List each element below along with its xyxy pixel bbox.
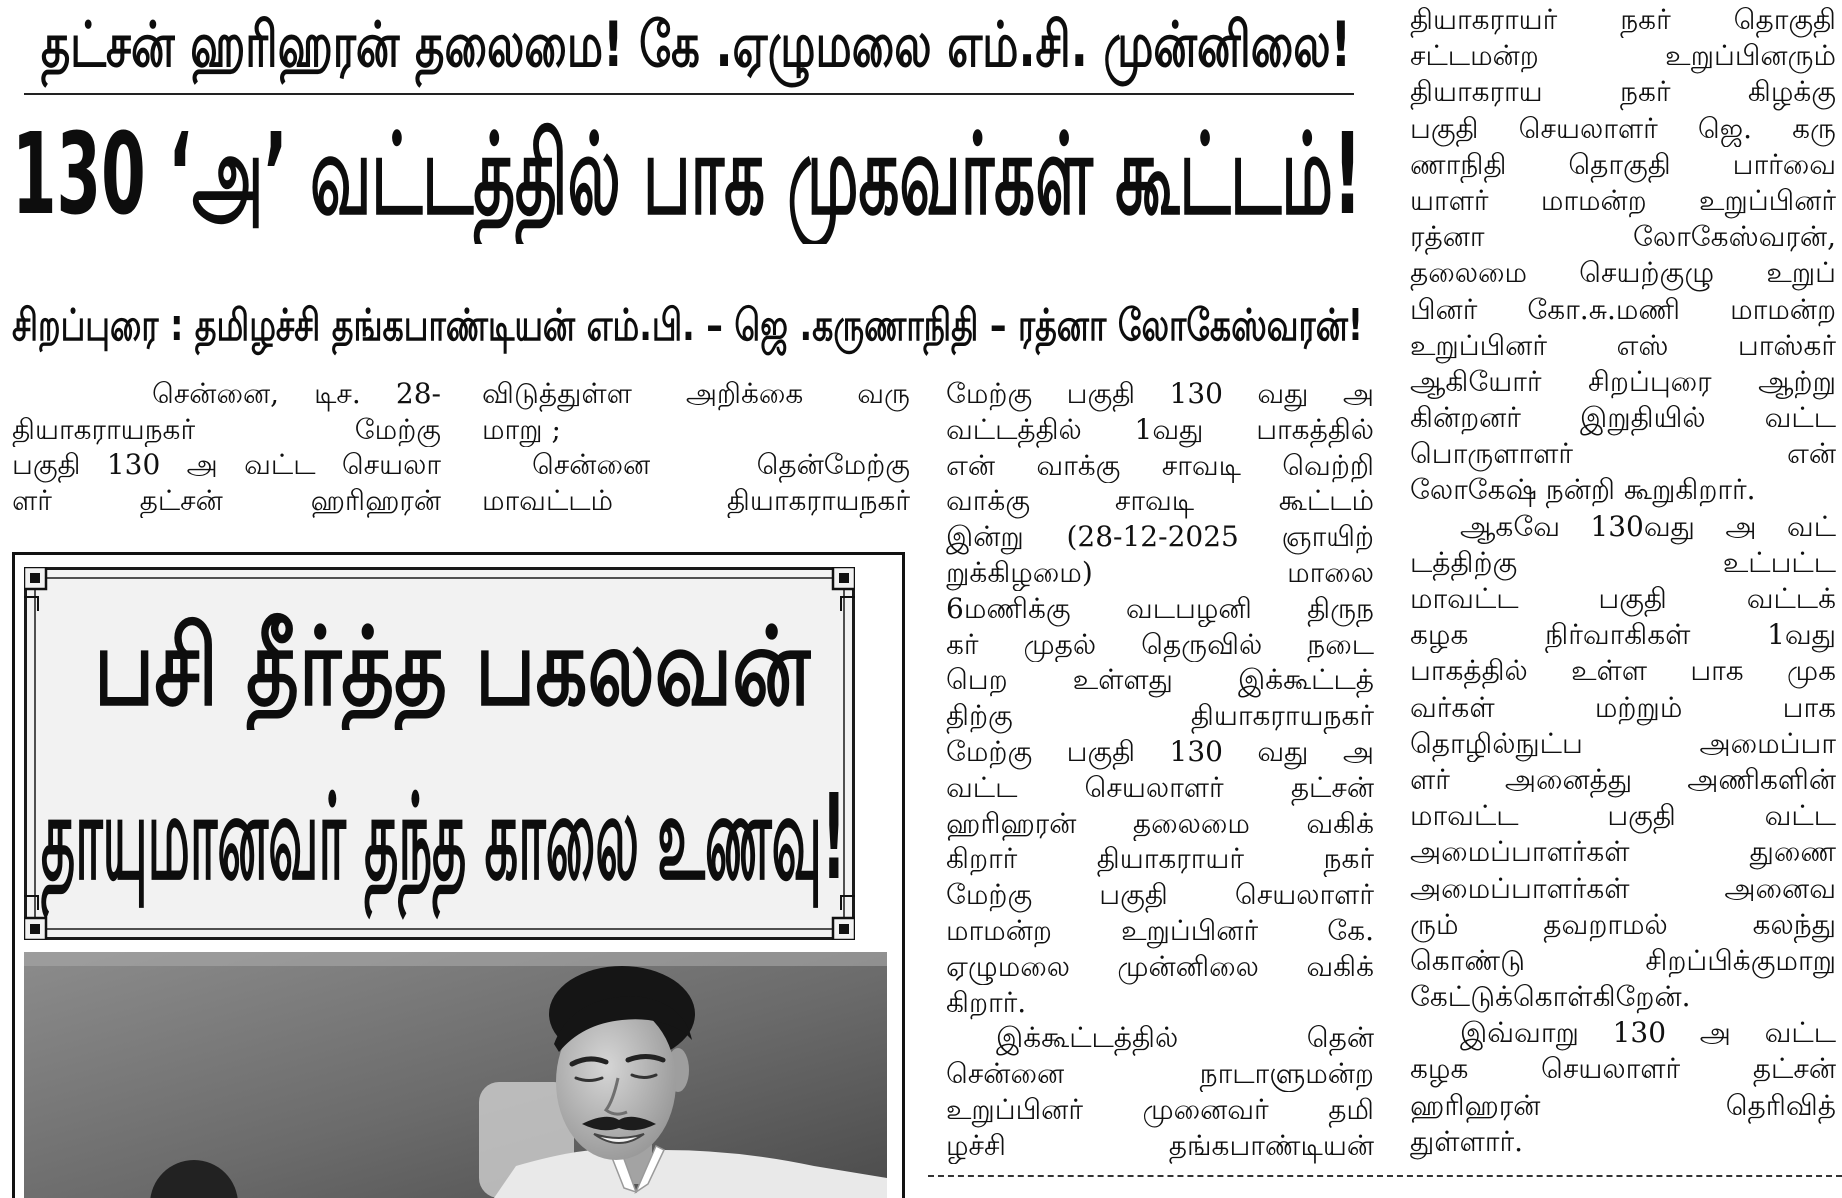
frame-corner-ornament [833,918,855,940]
subheadline-text: சிறப்புரை : தமிழச்சி தங்கபாண்டியன் எம்.பி. – ஜெ .கருணாநிதி – ரத்னா லோகேஸ்வரன்! [12,300,1363,351]
main-headline-text: 130 ‘அ’ வட்டத்தில் பாக முகவர்கள் கூட்டம்! [12,110,1362,240]
article-line: ளர் தட்சன் ஹரிஹரன் [12,483,441,517]
article-line: தலைமை செயற்குழு உறுப் [1410,256,1836,290]
article-line: தியாகராய நகர் கிழக்கு [1410,75,1836,109]
article-line: திற்கு தியாகராயநகர் [946,699,1374,733]
article-line: சென்னை நாடாளுமன்ற [946,1057,1374,1091]
article-line: யாளர் மாமன்ற உறுப்பினர் [1410,183,1836,217]
article-line: இவ்வாறு 130 அ வட்ட [1460,1016,1836,1050]
article-column-3 [946,376,1374,1164]
article-line: துள்ளார். [1410,1124,1523,1158]
feature-title-line-2-text: தாயுமானவர் தந்த காலை உணவு! [41,768,846,906]
feature-title-line-1 [94,605,811,730]
article-line: மேற்கு பகுதி 130 வது அ [946,377,1374,410]
article-line: மாமன்ற உறுப்பினர் கே. [946,913,1374,947]
article-line: அமைப்பாளர்கள் துணை [1410,835,1836,869]
feature-photo [24,952,887,1198]
article-line: ஆகவே 130வது அ வட் [1460,509,1836,543]
article-line: விடுத்துள்ள அறிக்கை வரு [482,377,910,410]
article-line: கேட்டுக்கொள்கிறேன். [1410,980,1691,1014]
dateline: சென்னை, டிச. 28- [152,377,441,410]
article-line: கொண்டு சிறப்பிக்குமாறு [1410,943,1836,977]
article-line: ஏழுமலை முன்னிலை வகிக் [946,949,1374,983]
article-line: கிறார் தியாகராயர் நகர் [946,842,1374,876]
article-line: அமைப்பாளர்கள் அனைவ [1410,871,1836,905]
article-line: உறுப்பினர் எஸ் பாஸ்கர் [1410,328,1836,362]
article-line: பகுதி செயலாளர் ஜெ. கரு [1410,111,1836,145]
article-line: ளர் அனைத்து அணிகளின் [1410,762,1836,796]
article-line: தொழில்நுட்ப அமைப்பா [1410,726,1836,760]
kicker-headline [41,2,1351,88]
article-line: மேற்கு பகுதி செயலாளர் [946,878,1374,912]
article-line: மாறு ; [482,412,561,446]
article-line: பாகத்தில் உள்ள பாக முக [1410,654,1836,688]
article-line: என் வாக்கு சாவடி வெற்றி [946,448,1374,482]
article-line: டத்திற்கு உட்பட்ட [1410,545,1836,579]
feature-title-line-1-text: பசி தீர்த்த பகலவன் [94,605,811,730]
frame-corner-ornament [833,567,855,589]
article-line: மாவட்ட பகுதி வட்டக் [1410,582,1836,615]
article-line: மேற்கு பகுதி 130 வது அ [946,734,1374,768]
article-line: கிறார். [946,985,1027,1019]
frame-corner-ornament [24,567,46,589]
article-line: வாக்கு சாவடி கூட்டம் [946,484,1374,518]
article-line: ஹரிஹரன் தெரிவித் [1410,1088,1836,1122]
article-line: தியாகராயர் நகர் தொகுதி [1410,3,1836,36]
article-line: சென்னை தென்மேற்கு [532,448,910,481]
article-line: ழச்சி தங்கபாண்டியன் [946,1128,1374,1162]
article-line: ரும் தவறாமல் கலந்து [1410,907,1836,941]
article-column-4 [1410,2,1836,1160]
article-line: கழக நிர்வாகிகள் 1வது [1410,618,1836,652]
article-line: லோகேஷ் நன்றி கூறுகிறார். [1410,473,1756,507]
article-line: தியாகராயநகர் மேற்கு [12,412,441,446]
article-line: பெற உள்ளது இக்கூட்டத் [946,663,1374,697]
article-line: பகுதி 130 அ வட்ட செயலா [12,448,441,481]
article-line: ஆகியோர் சிறப்புரை ஆற்று [1410,364,1836,398]
article-line: பினர் கோ.சு.மணி மாமன்ற [1410,292,1836,326]
article-line: றுக்கிழமை) மாலை [946,555,1374,589]
article-line: ரத்னா லோகேஸ்வரன், [1410,220,1836,254]
article-line: மாவட்ட பகுதி வட்ட [1410,799,1836,833]
article-line: வட்டத்தில் 1வது பாகத்தில் [946,412,1374,446]
article-line: பொருளாளர் என் [1410,437,1836,471]
article-line: இக்கூட்டத்தில் தென் [996,1021,1374,1055]
article-line: 6மணிக்கு வடபழனி திருந [946,591,1374,625]
article-line: கின்றனர் இறுதியில் வட்ட [1410,401,1836,435]
article-line: இன்று (28-12-2025 ஞாயிற் [946,520,1374,554]
article-column-2 [482,376,910,518]
article-line: உறுப்பினர் முனைவர் தமி [946,1092,1374,1126]
article-column-1 [12,376,441,518]
photo-top-strip [24,952,887,966]
main-headline [12,106,1362,244]
article-line: கழக செயலாளர் தட்சன் [1410,1052,1836,1086]
dashed-divider [928,1175,1842,1177]
headline-rule [24,93,1354,95]
article-line: கர் முதல் தெருவில் நடை [946,627,1374,661]
feature-title-line-2 [41,755,846,920]
kicker-headline-text: தட்சன் ஹரிஹரன் தலைமை! கே .ஏழுமலை எம்.சி. முன்னிலை! [41,8,1351,81]
subheadline [12,296,1363,356]
article-line: ஹரிஹரன் தலைமை வகிக் [946,806,1374,840]
article-line: மாவட்டம் தியாகராயநகர் [482,483,910,517]
article-line: வர்கள் மற்றும் பாக [1410,690,1836,724]
article-line: சட்டமன்ற உறுப்பினரும் [1410,39,1836,73]
article-line: ணாநிதி தொகுதி பார்வை [1410,147,1836,181]
frame-corner-ornament [24,918,46,940]
article-line: வட்ட செயலாளர் தட்சன் [946,770,1374,804]
